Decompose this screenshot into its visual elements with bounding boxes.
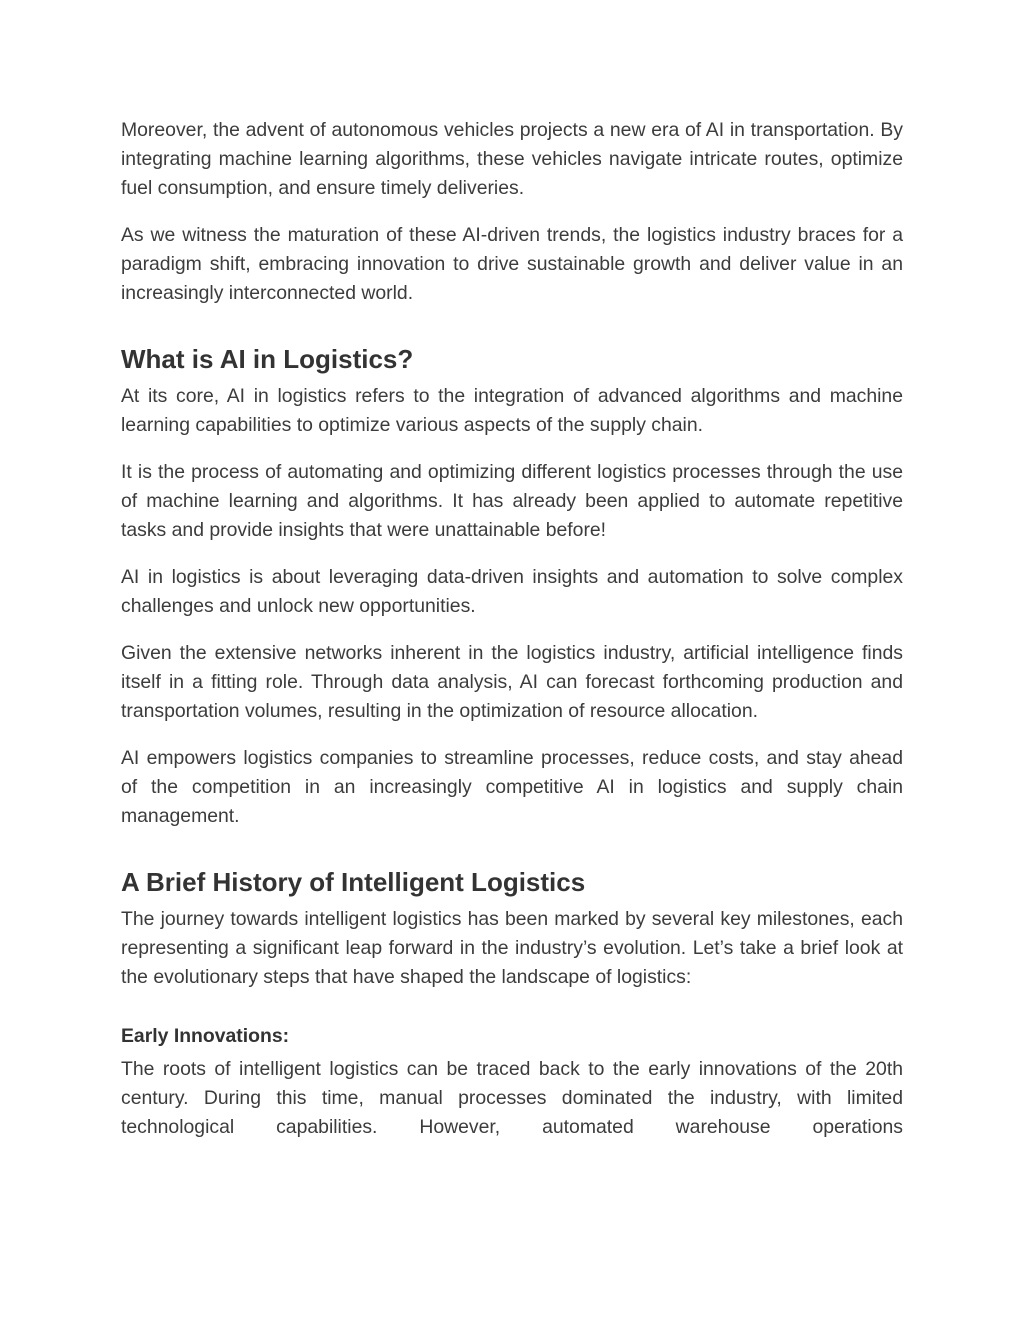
what-is-ai-paragraph-5: AI empowers logistics companies to streamline processes, reduce costs, and stay ahead of the competition in an increasingly competitive AI in logistics and supply chain management.	[121, 747, 903, 827]
history-paragraph-1: The journey towards intelligent logistics has been marked by several key milestones, each representing a significant leap forward in the industry’s evolution. Let’s take a brief look at the evolutionary steps that have shaped the landscape of logistics:	[121, 908, 903, 988]
intro-paragraph-2: As we witness the maturation of these AI-driven trends, the logistics industry braces for a paradigm shift, embracing innovation to drive sustainable growth and deliver value in an increasingly interconnected world.	[121, 224, 903, 304]
document-page	[121, 116, 903, 1160]
section-heading-what-is-ai: What is AI in Logistics?	[121, 344, 414, 374]
what-is-ai-paragraph-3: AI in logistics is about leveraging data-driven insights and automation to solve complex challenges and unlock new opportunities.	[121, 566, 903, 617]
what-is-ai-paragraph-2: It is the process of automating and optimizing different logistics processes through the use of machine learning and algorithms. It has already been applied to automate repetitive tasks and provide insights that were unattainable before!	[121, 461, 903, 541]
what-is-ai-paragraph-4: Given the extensive networks inherent in the logistics industry, artificial intelligence finds itself in a fitting role. Through data analysis, AI can forecast forthcoming production and transportation volumes, resulting in the optimization of resource allocation.	[121, 642, 903, 722]
early-innovations-paragraph: The roots of intelligent logistics can be traced back to the early innovations of the 20th century. During this time, manual processes dominated the industry, with limited technological capabilities. However, automated warehouse operations	[121, 1058, 903, 1138]
subheading-early-innovations: Early Innovations:	[121, 1025, 290, 1047]
intro-paragraph-1: Moreover, the advent of autonomous vehicles projects a new era of AI in transportation. By integrating machine learning algorithms, these vehicles navigate intricate routes, optimize fuel consumption, and ensure timely deliveries.	[121, 119, 903, 199]
what-is-ai-paragraph-1: At its core, AI in logistics refers to the integration of advanced algorithms and machine learning capabilities to optimize various aspects of the supply chain.	[121, 385, 903, 436]
section-heading-history: A Brief History of Intelligent Logistics	[121, 867, 586, 897]
